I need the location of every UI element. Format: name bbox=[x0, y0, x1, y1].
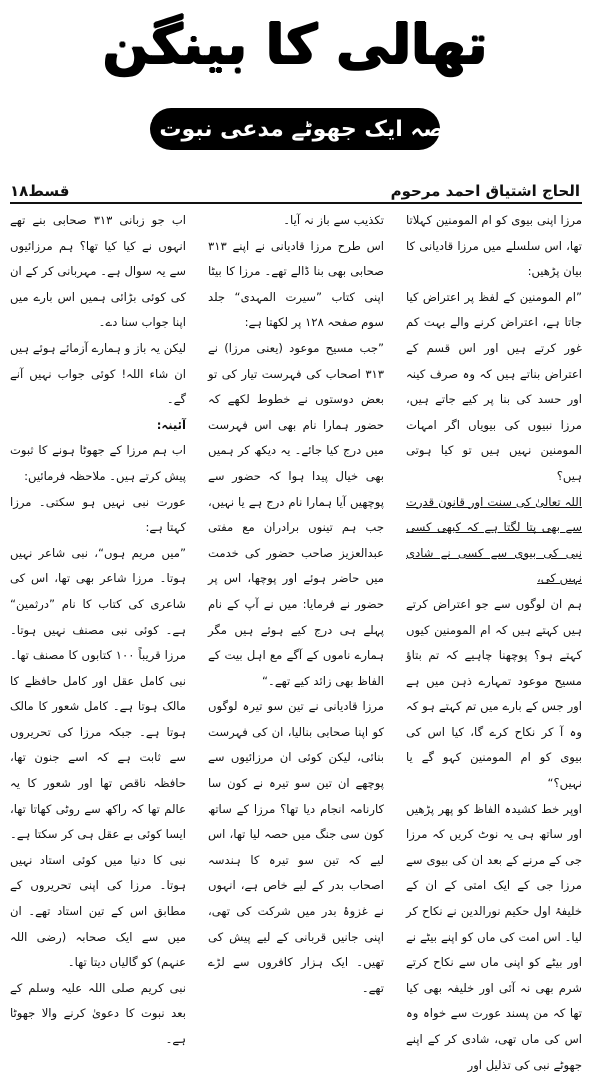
article-columns bbox=[10, 208, 582, 1072]
paragraph: ”جب مسیح موعود (یعنی مرزا) نے ۳۱۳ اصحاب کی فہرست تیار کی تو بعض دوستوں نے خطوط لکھے کہ حضور ہمارا نام بھی اس فہرست میں درج کیا جائے۔ یہ دیکھ کر ہمیں بھی خیال پیدا ہوا کہ حضور سے پوچھیں آیا ہمارا نام درج ہے یا نہیں، جب ہم تینوں برادران مع مفتی عبدالعزیز صاحب حضور کی خدمت میں حاضر ہوئے اور پوچھا، اس پر حضور نے فرمایا: میں نے آپ کے نام پہلے ہی درج کیے ہوئے ہیں مگر ہمارے ناموں کے آگے مع اہل بیت کے الفاظ بھی زائد کیے تھے۔“ bbox=[208, 340, 384, 688]
author-name: الحاج اشتیاق احمد مرحوم bbox=[390, 182, 580, 200]
paragraph: عورت نبی نہیں ہو سکتی۔ مرزا کہتا ہے: bbox=[10, 494, 186, 535]
paragraph: ”ام المومنین کے لفظ پر اعتراض کیا جاتا ہے، اعتراض کرنے والے بہت کم غور کرتے ہیں اور اس قسم کے اعتراض بناتے ہیں کہ وہ صرف کینہ اور حسد کی بنا پر کیے جاتے ہیں، مرزا نبیوں کی بیویاں اگر امہات المومنین نہیں ہیں تو کیا ہوتی ہیں؟ bbox=[406, 289, 582, 483]
section-heading: آئینہ: bbox=[156, 417, 186, 432]
paragraph: ”میں مریم ہوں“، نبی شاعر نہیں ہوتا۔ مرزا شاعر بھی تھا، اس کی شاعری کی کتاب کا نام ”درثمین“ ہے۔ کوئی نبی مصنف نہیں ہوتا۔ مرزا قریباً ۱۰۰ کتابوں کا مصنف تھا۔ نبی کامل عقل اور کامل حافظے کا مالک ہوتا ہے۔ کامل شعور کا مالک ہوتا ہے۔ جبکہ مرزا کی تحریروں سے ثابت ہے کہ اسے جنون تھا، حافظہ ناقص تھا اور شعور کا یہ عالم تھا کہ راکھ سے روٹی کھاتا تھا، ایسا کوئی بے عقل ہی کر سکتا ہے۔ نبی کا دنیا میں کوئی استاد نہیں ہوتا۔ مرزا کی اپنی تحریروں کے مطابق اس کے تین استاد تھے۔ ان میں سے ایک صحابہ (رضی اللہ عنہم) کو گالیاں دیتا تھا۔ bbox=[10, 545, 187, 970]
subtitle-banner bbox=[130, 108, 460, 150]
byline-row bbox=[10, 176, 580, 200]
installment-label: قسط۱۸ bbox=[10, 182, 70, 200]
header-rule bbox=[10, 202, 582, 204]
subtitle: قصہ ایک جھوٹے مدعی نبوت کا bbox=[130, 116, 460, 142]
paragraph: ہم ان لوگوں سے جو اعتراض کرتے ہیں کہتے ہیں کہ ام المومنین کیوں کہتے ہو؟ پوچھنا چاہیے کہ تم بتاؤ مسیح موعود تمہارے ذہن میں ہے اور جس کے بارے میں تم کہتے ہو کہ وہ آ کر نکاح کرے گا، کیا اس کی بیوی کو ام المومنین کہو گے یا نہیں؟“ bbox=[406, 596, 582, 791]
paragraph: اس طرح مرزا قادیانی نے اپنے ۳۱۳ صحابی بھی بنا ڈالے تھے۔ مرزا کا بیٹا اپنی کتاب ”سیرت المہدی“ جلد سوم صفحہ ۱۲۸ پر لکھتا ہے: bbox=[208, 238, 384, 330]
paragraph: لیکن یہ باز و ہمارے آزمائے ہوئے ہیں ان شاء اللہ! کوئی جواب نہیں آنے گے۔ bbox=[10, 340, 186, 407]
column-middle bbox=[208, 208, 384, 995]
paragraph: اوپر خط کشیدہ الفاظ کو پھر پڑھیں اور ساتھ ہی یہ نوٹ کریں کہ مرزا جی کے مرنے کے بعد ان کی بیوی سے مرزا جی کے ایک امتی کے ان کے خلیفۂ اول حکیم نورالدین نے نکاح کر لیا۔ اس امت کی ماں کو اپنے بیٹے نے اور بیٹے کو اپنی ماں سے نکاح کرتے شرم بھی نہ آئی اور خلیفہ بھی کیا تھا کہ من پسند عورت سے خواہ وہ اس کی ماں تھی، شادی کر کے اپنے جھوٹے نبی کی تذلیل اور bbox=[406, 801, 582, 1072]
masthead bbox=[0, 13, 590, 76]
paragraph: مرزا قادیانی نے تین سو تیرہ لوگوں کو اپنا صحابی بنالیا، ان کی فہرست بنائی، لیکن کوئی ان مرزائیوں سے پوچھے ان تین سو تیرہ نے کون سا کارنامہ انجام دیا تھا؟ مرزا کے ساتھ کون سی جنگ میں حصہ لیا تھا، اس لیے کہ تین سو تیرہ کا ہندسہ اصحاب بدر کے لیے خاص ہے، انہوں نے غزوۂ بدر میں شرکت کی تھی، اپنی جانیں قربانی کے لیے پیش کی تھیں۔ ایک ہزار کافروں سے لڑے تھے۔ bbox=[208, 699, 384, 995]
paragraph: تکذیب سے باز نہ آیا۔ bbox=[283, 213, 384, 227]
paragraph: اب جو زبانی ۳۱۳ صحابی بنے تھے انہوں نے کیا کیا تھا؟ ہم مرزائیوں سے یہ سوال ہے۔ مہربانی کر کے ان کی کوئی بڑائی ہمیں اس بارے میں اپنا جواب سنا دے۔ bbox=[10, 213, 186, 330]
underlined-paragraph: اللہ تعالیٰ کی سنت اور قانون قدرت سے بھی پتا لگتا ہے کہ کبھی کسی نبی کی بیوی سے کسی نے شادی نہیں کی، bbox=[406, 494, 582, 586]
column-left bbox=[10, 208, 187, 1046]
column-right bbox=[406, 208, 582, 1072]
main-title: تھالی کا بینگن bbox=[102, 13, 488, 76]
paragraph: مرزا اپنی بیوی کو ام المومنین کہلاتا تھا، اس سلسلے میں مرزا قادیانی کا بیان پڑھیں: bbox=[406, 213, 582, 279]
paragraph: اب ہم مرزا کے جھوٹا ہونے کا ثبوت پیش کرتے ہیں۔ ملاحظہ فرمائیں: bbox=[10, 443, 186, 483]
paragraph: نبی کریم صلی اللہ علیہ وسلم کے بعد نبوت کا دعویٰ کرنے والا جھوٹا ہے۔ bbox=[10, 980, 186, 1046]
